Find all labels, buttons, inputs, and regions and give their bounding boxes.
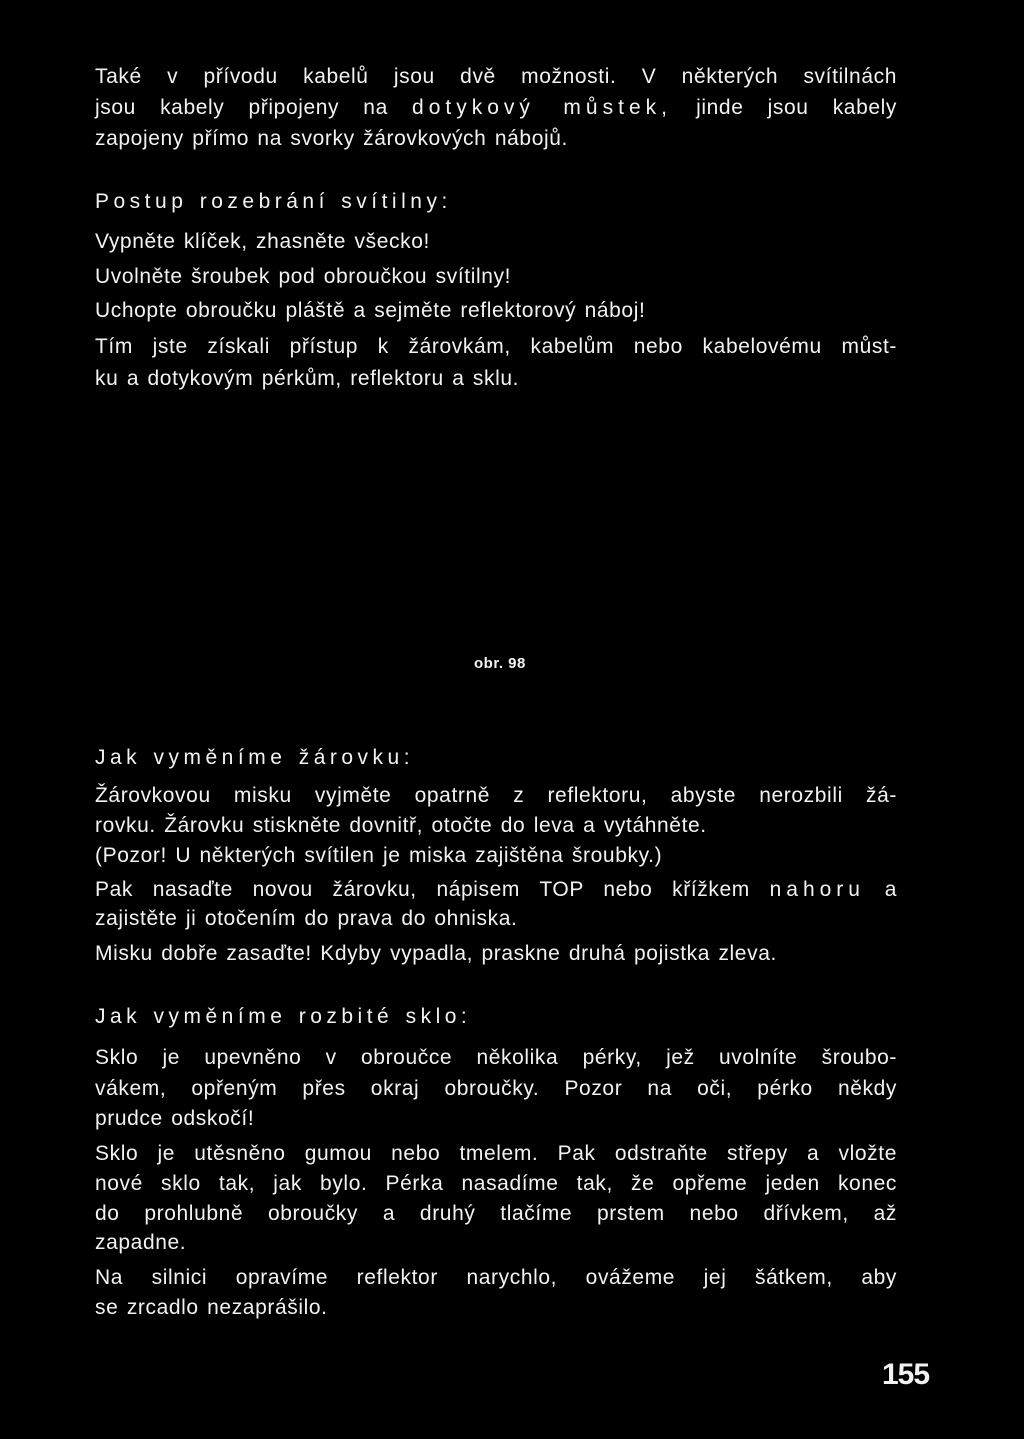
- section2-line-3: (Pozor! U některých svítilen je miska zajištěna šroubky.): [95, 844, 663, 867]
- para1-emphasis-dotykovy-mustek: dotykový můstek,: [412, 96, 672, 119]
- section3-line-5: nové sklo tak, jak bylo. Pérka nasadíme tak, že opřeme jeden konec: [95, 1172, 897, 1195]
- section3-line-4: Sklo je utěsněno gumou nebo tmelem. Pak odstraňte střepy a vložte: [95, 1142, 897, 1165]
- section3-line-2: vákem, opřeným přes okraj obroučky. Pozor na oči, pérko někdy: [95, 1077, 897, 1100]
- section3-line-8: Na silnici opravíme reflektor narychlo, ovážeme jej šátkem, aby: [95, 1266, 897, 1289]
- section3-line-7: zapadne.: [95, 1231, 187, 1254]
- section2-heading: Jak vyměníme žárovku:: [95, 746, 415, 769]
- para1-line-1: Také v přívodu kabelů jsou dvě možnosti. V některých svítilnách: [95, 65, 897, 88]
- section2-line-5: zajistěte ji otočením do prava do ohniska.: [95, 907, 518, 930]
- para1-line-2: [95, 95, 897, 121]
- para1-line-2-start: jsou kabely připojeny na: [95, 96, 388, 119]
- section3-line-3: prudce odskočí!: [95, 1107, 255, 1130]
- section1-line-4: Tím jste získali přístup k žárovkám, kabelům nebo kabelovému můst-: [95, 335, 897, 358]
- para1-line-3: zapojeny přímo na svorky žárovkových nábojů.: [95, 127, 568, 150]
- section2-line-4: [95, 877, 897, 903]
- figure-caption: obr. 98: [474, 655, 526, 672]
- section1-line-3: Uchopte obroučku pláště a sejměte reflektorový náboj!: [95, 299, 646, 322]
- section2-line-4-end: a: [884, 878, 897, 901]
- section3-line-1: Sklo je upevněno v obroučce několika pérky, jež uvolníte šroubo-: [95, 1046, 897, 1069]
- section1-heading: Postup rozebrání svítilny:: [95, 190, 452, 213]
- para1-line-2-end: jinde jsou kabely: [696, 96, 898, 119]
- section1-line-2: Uvolněte šroubek pod obroučkou svítilny!: [95, 265, 512, 288]
- section2-emphasis-nahoru: nahoru: [769, 878, 865, 901]
- section3-line-6: do prohlubně obroučky a druhý tlačíme prstem nebo dřívkem, až: [95, 1202, 897, 1225]
- section2-line-1: Žárovkovou misku vyjměte opatrně z reflektoru, abyste nerozbili žá-: [95, 784, 897, 807]
- page-number: 155: [882, 1358, 930, 1391]
- section1-line-1: Vypněte klíček, zhasněte všecko!: [95, 230, 430, 253]
- section3-heading: Jak vyměníme rozbité sklo:: [95, 1005, 472, 1028]
- section2-line-2: rovku. Žárovku stiskněte dovnitř, otočte do leva a vytáhněte.: [95, 814, 707, 837]
- section3-line-9: se zrcadlo nezaprášilo.: [95, 1296, 328, 1319]
- section2-line-6: Misku dobře zasaďte! Kdyby vypadla, praskne druhá pojistka zleva.: [95, 942, 777, 965]
- section2-line-4-start: Pak nasaďte novou žárovku, nápisem TOP nebo křížkem: [95, 878, 750, 901]
- section1-line-5: ku a dotykovým pérkům, reflektoru a sklu.: [95, 367, 520, 390]
